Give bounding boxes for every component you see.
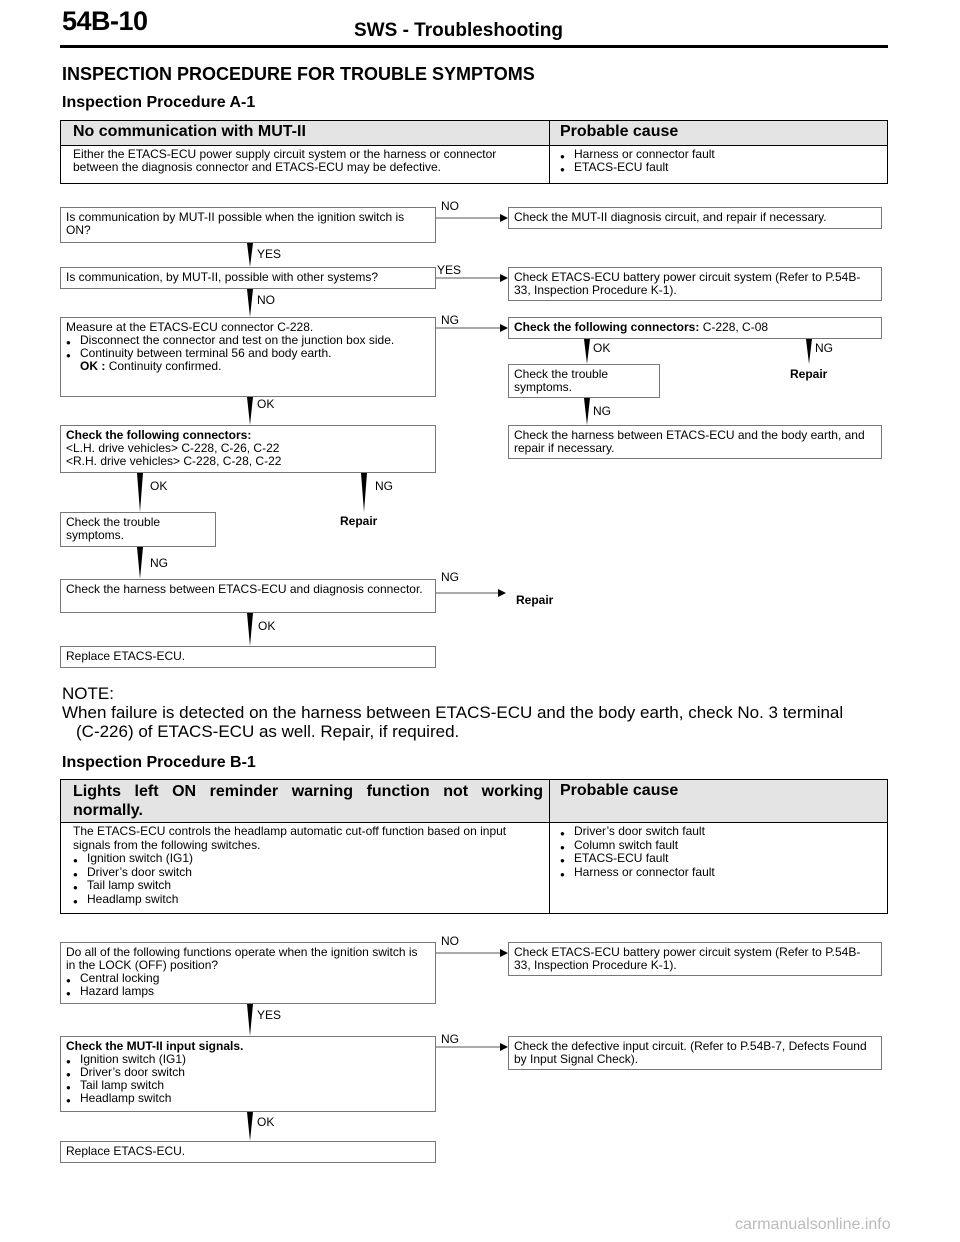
a-repair-3: Repair — [516, 593, 554, 607]
proc-b-symptom-line-2: normally. — [73, 802, 143, 819]
b-q1-item-1: ● Central locking — [66, 972, 430, 985]
a-label-ng-2: NG — [815, 341, 833, 355]
a-conn-check-bold: Check the following connectors: — [514, 320, 700, 334]
a-q2-yes-text: Check ETACS-ECU battery power circuit system (Refer to P.54B-33, Inspection Procedure K-1). — [514, 270, 861, 297]
note-text-1: When failure is detected on the harness between ETACS-ECU and the body earth, check No. 3 terminal — [62, 703, 844, 722]
a-q3-item-1: ● Disconnect the connector and test on the junction box side. — [66, 334, 430, 347]
b-arrow-q2-ng-head — [500, 1043, 508, 1051]
a-conn-check-value: C-228, C-08 — [702, 320, 769, 334]
proc-a-symptom: No communication with MUT-II — [73, 123, 306, 140]
proc-a-cause-2: ● ETACS-ECU fault — [560, 161, 715, 174]
a-q4-line-2: <R.H. drive vehicles> C-228, C-28, C-22 — [66, 454, 282, 468]
proc-b-title: Inspection Procedure B-1 — [62, 754, 256, 771]
b-q1-item-2: ● Hazard lamps — [66, 985, 430, 998]
proc-b-cause-1: ● Driver’s door switch fault — [560, 825, 715, 839]
a-label-ng-3: NG — [593, 404, 611, 418]
a-label-ng-4: NG — [375, 479, 393, 493]
b-label-ng: NG — [441, 1032, 459, 1046]
proc-b-cause-header: Probable cause — [560, 782, 679, 799]
b-q2-title: Check the MUT-II input signals. — [66, 1039, 244, 1053]
a-label-ok-3: OK — [150, 479, 168, 493]
a-label-ok-2: OK — [257, 397, 275, 411]
a-label-ok-1: OK — [593, 341, 611, 355]
a-label-ok-4: OK — [258, 619, 276, 633]
proc-a-title: Inspection Procedure A-1 — [62, 94, 256, 111]
a-check-symptoms2-text: Check the trouble symptoms. — [66, 515, 161, 542]
a-label-yes-2: YES — [437, 263, 462, 277]
a-q3-item-2: ● Continuity between terminal 56 and body earth. — [66, 347, 430, 360]
page-number: 54B-10 — [62, 6, 148, 36]
b-q2-ng-text: Check the defective input circuit. (Refer to P.54B-7, Defects Found by Input Signal Check). — [514, 1039, 867, 1066]
b-label-no: NO — [441, 934, 459, 948]
proc-b-symptom-line-1: Lights left ON reminder warning function not working — [73, 783, 543, 800]
a-label-ng-6: NG — [441, 570, 459, 584]
a-label-no-2: NO — [257, 293, 275, 307]
header-section: SWS — [354, 20, 398, 41]
b-q2-item-2: ● Driver’s door switch — [66, 1066, 430, 1079]
a-q3-ok-text: Continuity confirmed. — [108, 359, 222, 373]
main-heading: INSPECTION PROCEDURE FOR TROUBLE SYMPTOMS — [62, 64, 535, 84]
b-q2-item-4: ● Headlamp switch — [66, 1092, 430, 1105]
proc-b-input-4: ● Headlamp switch — [73, 893, 543, 907]
a-q3-title: Measure at the ETACS-ECU connector C-228. — [66, 320, 314, 334]
a-label-yes-1: YES — [257, 247, 282, 261]
b-arrow-q1-no-head — [500, 949, 508, 957]
header-title-text: Troubleshooting — [414, 20, 563, 41]
a-label-no-1: NO — [441, 199, 459, 213]
proc-a-description: Either the ETACS-ECU power supply circuit system or the harness or connector between the diagnosis connector and ETACS-ECU may be defective. — [73, 147, 497, 174]
b-q1-no-text: Check ETACS-ECU battery power circuit system (Refer to P.54B-33, Inspection Procedure K-1). — [514, 945, 861, 972]
b-arrow-down-2 — [247, 1112, 253, 1141]
a-q4-line-1: <L.H. drive vehicles> C-228, C-26, C-22 — [66, 441, 280, 455]
proc-a-cause-header: Probable cause — [560, 123, 679, 140]
proc-b-description: The ETACS-ECU controls the headlamp automatic cut-off function based on input signals from the following switches. — [73, 824, 507, 852]
a-repair-2: Repair — [340, 514, 378, 528]
b-arrow-down-1 — [247, 1004, 253, 1036]
a-q3-ok-label: OK : — [80, 359, 106, 373]
b-q2-item-3: ● Tail lamp switch — [66, 1079, 430, 1092]
proc-b-input-2: ● Driver’s door switch — [73, 866, 543, 880]
b-label-yes: YES — [257, 1008, 282, 1022]
b-q2-item-1: ● Ignition switch (IG1) — [66, 1053, 430, 1066]
b-label-ok: OK — [257, 1115, 275, 1129]
a-label-ng-5: NG — [150, 556, 168, 570]
note-text-2: (C-226) of ETACS-ECU as well. Repair, if required. — [76, 722, 460, 741]
b-q1-text: Do all of the following functions operate when the ignition switch is in the LOCK (OFF) position? — [66, 945, 418, 972]
a-label-ng-1: NG — [441, 313, 459, 327]
proc-b-input-3: ● Tail lamp switch — [73, 879, 543, 893]
proc-b-cause-3: ● ETACS-ECU fault — [560, 852, 715, 866]
a-q4-title: Check the following connectors: — [66, 428, 252, 442]
proc-b-cause-2: ● Column switch fault — [560, 839, 715, 853]
header-dash: - — [402, 20, 409, 41]
a-harness-diag-text: Check the harness between ETACS-ECU and diagnosis connector. — [66, 582, 423, 596]
proc-b-cause-4: ● Harness or connector fault — [560, 866, 715, 880]
a-q2-text: Is communication, by MUT-II, possible with other systems? — [66, 270, 379, 284]
a-q1-no-text: Check the MUT-II diagnosis circuit, and repair if necessary. — [514, 210, 827, 224]
a-q1-text: Is communication by MUT-II possible when the ignition switch is ON? — [66, 210, 405, 237]
b-replace-text: Replace ETACS-ECU. — [66, 1144, 186, 1158]
note-title: NOTE: — [62, 684, 114, 703]
watermark: carmanualsonline.info — [735, 1216, 891, 1233]
a-harness-body-text: Check the harness between ETACS-ECU and the body earth, and repair if necessary. — [514, 428, 865, 455]
proc-b-input-1: ● Ignition switch (IG1) — [73, 852, 543, 866]
a-replace-text: Replace ETACS-ECU. — [66, 649, 186, 663]
a-repair-1: Repair — [790, 367, 828, 381]
a-check-symptoms-text: Check the trouble symptoms. — [514, 367, 609, 394]
proc-a-cause-1: ● Harness or connector fault — [560, 148, 715, 161]
